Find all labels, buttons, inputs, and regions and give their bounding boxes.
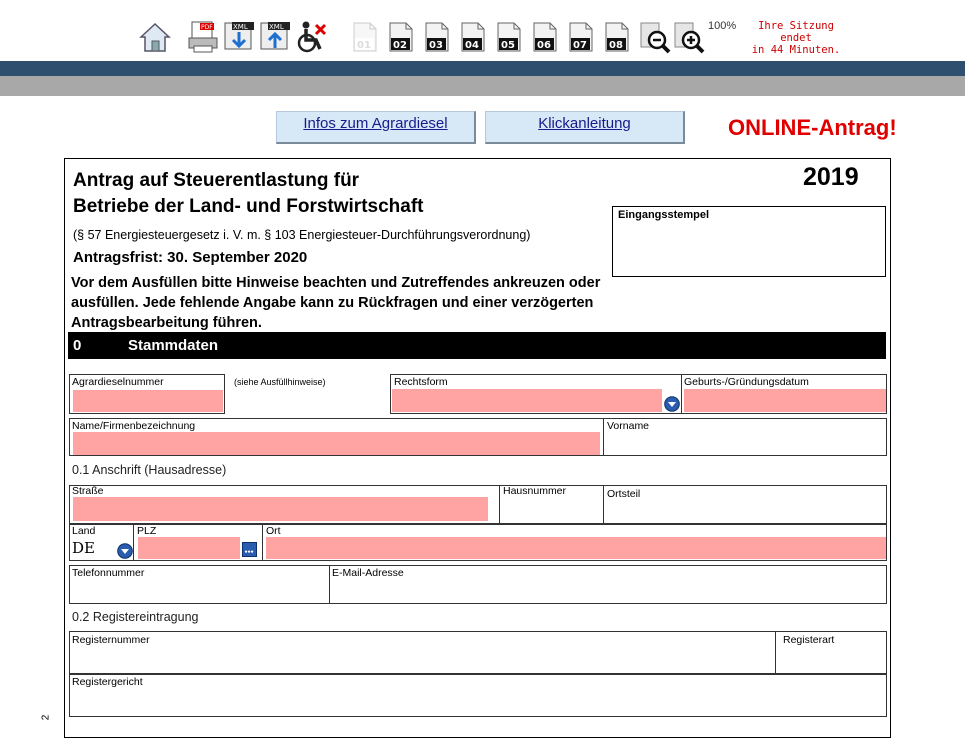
page-icon	[569, 22, 593, 52]
page-number: 04	[465, 40, 479, 51]
svg-text:PDF: PDF	[201, 24, 213, 31]
page-button-01[interactable]	[353, 22, 377, 52]
page-button-05[interactable]	[497, 22, 521, 52]
header-band	[0, 61, 965, 76]
legal-reference: (§ 57 Energiesteuergesetz i. V. m. § 103 Energiesteuer-Durchführungsverordnung)	[73, 228, 531, 242]
divider	[262, 524, 263, 561]
home-icon	[138, 20, 172, 54]
page-icon	[425, 22, 449, 52]
divider	[603, 485, 604, 524]
chevron-down-icon	[117, 543, 133, 559]
page-button-06[interactable]	[533, 22, 557, 52]
agrardiesel-number-label: Agrardieselnummer	[72, 376, 164, 388]
district-label: Ortsteil	[607, 488, 641, 500]
agrardiesel-note: (siehe Ausfüllhinweise)	[234, 377, 326, 387]
legal-form-select[interactable]	[392, 389, 662, 412]
home-button[interactable]	[138, 20, 172, 54]
zoom-level: 100%	[708, 20, 737, 32]
divider	[329, 565, 330, 604]
register-number-label: Registernummer	[72, 634, 150, 646]
wheelchair-icon	[294, 20, 328, 54]
page-icon	[605, 22, 629, 52]
accessibility-button[interactable]	[294, 20, 328, 54]
side-page-number: 2	[40, 714, 52, 721]
page-button-03[interactable]	[425, 22, 449, 52]
divider	[603, 418, 604, 456]
street-label: Straße	[72, 485, 104, 497]
city-label: Ort	[266, 525, 281, 537]
page-button-02[interactable]	[389, 22, 413, 52]
house-number-input[interactable]	[501, 497, 601, 521]
first-name-input[interactable]	[606, 432, 886, 455]
legal-form-dropdown-button[interactable]	[664, 396, 680, 412]
page-number: 06	[537, 40, 551, 51]
zoom-out-button[interactable]	[638, 21, 672, 55]
divider	[133, 524, 134, 561]
register-type-label: Registerart	[783, 634, 835, 646]
session-timer	[744, 20, 848, 56]
instructions-text: Vor dem Ausfüllen bitte Hinweise beachten und Zutreffendes ankreuzen oder ausfüllen. Jede fehlende Angabe kann zu Rückfragen und einer verzögerten Antragsbearbeitung führen.	[71, 275, 601, 331]
legal-form-label: Rechtsform	[394, 376, 448, 388]
svg-text:XML: XML	[269, 23, 284, 31]
section-number: 0	[73, 337, 82, 354]
country-label: Land	[72, 525, 96, 537]
xml-import-button[interactable]	[258, 20, 292, 54]
zoom-out-icon	[638, 21, 672, 55]
application-deadline: Antragsfrist: 30. September 2020	[73, 249, 308, 266]
address-subsection-title: 0.1 Anschrift (Hausadresse)	[72, 463, 227, 477]
email-label: E-Mail-Adresse	[332, 567, 404, 579]
pdf-print-button[interactable]	[186, 20, 220, 54]
register-subsection-title: 0.2 Registereintragung	[72, 610, 199, 624]
receipt-stamp-label: Eingangsstempel	[618, 209, 710, 221]
page-icon	[389, 22, 413, 52]
company-name-label: Name/Firmenbezeichnung	[72, 420, 196, 432]
page-button-04[interactable]	[461, 22, 485, 52]
form-year: 2019	[803, 163, 859, 191]
district-input[interactable]	[606, 497, 886, 521]
page-button-07[interactable]	[569, 22, 593, 52]
page-number: 08	[609, 40, 623, 51]
chevron-down-icon	[664, 396, 680, 412]
form-title-line-1: Antrag auf Steuerentlastung für	[73, 170, 360, 191]
page-icon	[353, 22, 377, 52]
zoom-in-button[interactable]	[672, 21, 706, 55]
receipt-stamp-box	[612, 206, 886, 277]
phone-input[interactable]	[72, 579, 327, 602]
section-title: Stammdaten	[128, 337, 219, 354]
country-dropdown-button[interactable]	[117, 543, 133, 559]
more-icon	[243, 543, 256, 556]
online-application-label: ONLINE-Antrag!	[728, 115, 897, 140]
page-icon	[497, 22, 521, 52]
postal-code-label: PLZ	[137, 525, 157, 537]
xml-import-icon	[258, 20, 292, 54]
section-header	[68, 332, 886, 359]
info-agrardiesel-button[interactable]: Infos zum Agrardiesel	[276, 111, 476, 144]
page-number: 02	[393, 40, 407, 51]
divider	[499, 485, 500, 524]
house-number-label: Hausnummer	[503, 485, 567, 497]
page-icon	[461, 22, 485, 52]
city-input[interactable]	[266, 537, 886, 559]
page-number: 07	[573, 40, 587, 51]
register-number-input[interactable]	[72, 648, 772, 672]
page-button-08[interactable]	[605, 22, 629, 52]
pdf-print-icon	[186, 20, 220, 54]
postal-code-lookup-button[interactable]	[242, 542, 257, 557]
birth-date-label: Geburts-/Gründungsdatum	[684, 376, 809, 388]
phone-label: Telefonnummer	[72, 567, 145, 579]
form-title-line-2: Betriebe der Land- und Forstwirtschaft	[73, 196, 424, 217]
birth-date-input[interactable]	[684, 389, 886, 412]
register-court-input[interactable]	[72, 690, 884, 714]
page-number: 05	[501, 40, 515, 51]
first-name-label: Vorname	[607, 420, 650, 432]
register-type-input[interactable]	[778, 648, 885, 672]
street-input[interactable]	[73, 497, 488, 521]
session-line-1: Ihre Sitzung endet	[758, 20, 834, 44]
click-guide-button[interactable]: Klickanleitung	[485, 111, 685, 144]
postal-code-input[interactable]	[138, 537, 240, 559]
session-line-2: in 44 Minuten.	[751, 44, 841, 56]
agrardiesel-number-input[interactable]	[73, 390, 223, 412]
page-number: 03	[429, 40, 443, 51]
xml-export-button[interactable]	[222, 20, 256, 54]
email-input[interactable]	[332, 579, 885, 602]
page-number: 01	[357, 40, 371, 51]
zoom-in-icon	[672, 21, 706, 55]
divider	[681, 374, 682, 414]
xml-export-icon	[222, 20, 256, 54]
svg-text:XML: XML	[233, 23, 248, 31]
divider	[775, 631, 776, 674]
page-icon	[533, 22, 557, 52]
register-court-label: Registergericht	[72, 676, 143, 688]
header-gray-band	[0, 76, 965, 96]
country-select[interactable]: DE	[72, 539, 95, 557]
company-name-input[interactable]	[73, 432, 600, 455]
